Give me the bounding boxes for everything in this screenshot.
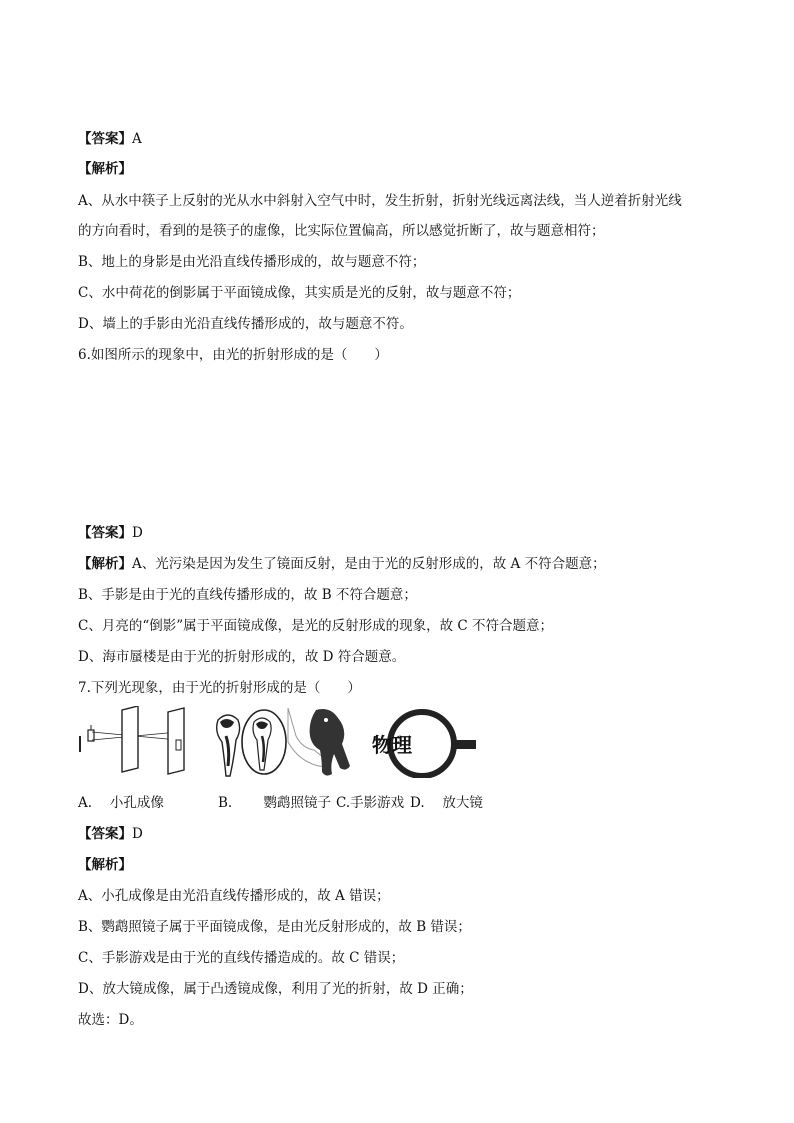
q7-analysis-label: 【解析】 [78, 857, 132, 873]
q6-analysis-a-line [78, 555, 606, 573]
q7-analysis-b: B、鹦鹉照镜子属于平面镜成像，是由光反射形成的，故 B 错误； [78, 919, 471, 935]
q7-option-b: B. 鹦鹉照镜子 [218, 795, 332, 811]
hand-shadow-illustration [288, 708, 350, 776]
q7-analysis-c: C、手影游戏是由于光的直线传播造成的。故 C 错误； [78, 950, 405, 966]
pinhole-illustration [80, 706, 184, 774]
magnifier-illustration [372, 712, 476, 776]
q7-figure [78, 706, 478, 778]
q6-answer-value: D [132, 525, 143, 541]
q7-analysis-d: D、放大镜成像，属于凸透镜成像，利用了光的折射，故 D 正确； [78, 981, 473, 997]
q6-question: 6.如图所示的现象中，由光的折射形成的是（ ） [78, 347, 388, 363]
q5-answer-value: A [132, 131, 142, 147]
q6-answer-label: 【答案】 [78, 525, 132, 541]
q7-analysis-a: A、小孔成像是由光沿直线传播形成的，故 A 错误； [78, 888, 390, 904]
q7-answer [78, 825, 143, 843]
q6-analysis-c: C、月亮的“倒影”属于平面镜成像，是光的反射形成的现象，故 C 不符合题意； [78, 618, 554, 634]
q7-option-d: D. 放大镜 [410, 795, 483, 811]
q5-analysis-d: D、墙上的手影由光沿直线传播形成的，故与题意不符。 [78, 316, 413, 332]
q7-option-c: C.手影游戏 [336, 795, 405, 811]
q7-question: 7.下列光现象，由于光的折射形成的是（ ） [78, 680, 361, 696]
magnifier-text: 物理 [372, 733, 412, 757]
q6-analysis-b: B、手影是由于光的直线传播形成的，故 B 不符合题意； [78, 587, 417, 603]
q5-analysis-label: 【解析】 [78, 161, 132, 177]
q5-analysis-c: C、水中荷花的倒影属于平面镜成像，其实质是光的反射，故与题意不符； [78, 285, 521, 301]
q7-answer-value: D [132, 826, 143, 842]
q6-analysis-d: D、海市蜃楼是由于光的折射形成的，故 D 符合题意。 [78, 649, 406, 665]
q6-analysis-a: A、光污染是因为发生了镜面反射，是由于光的反射形成的，故 A 不符合题意； [132, 556, 606, 572]
q7-conclusion: 故选：D。 [78, 1012, 143, 1028]
q7-answer-label: 【答案】 [78, 826, 132, 842]
parrot-mirror-illustration [217, 710, 286, 776]
q7-figure-svg [78, 706, 478, 778]
q6-analysis-label: 【解析】 [78, 556, 132, 572]
q5-analysis-a1: A、从水中筷子上反射的光从水中斜射入空气中时，发生折射，折射光线远离法线，当人逆着折射光线 [78, 193, 682, 209]
q6-answer [78, 524, 143, 542]
q5-answer-label: 【答案】 [78, 131, 132, 147]
q5-analysis-a2: 的方向看时，看到的是筷子的虚像，比实际位置偏高，所以感觉折断了，故与题意相符； [78, 223, 605, 239]
q5-analysis-b: B、地上的身影是由光沿直线传播形成的，故与题意不符； [78, 254, 426, 270]
q7-option-a: A. 小孔成像 [78, 795, 164, 811]
q5-answer [78, 130, 142, 148]
